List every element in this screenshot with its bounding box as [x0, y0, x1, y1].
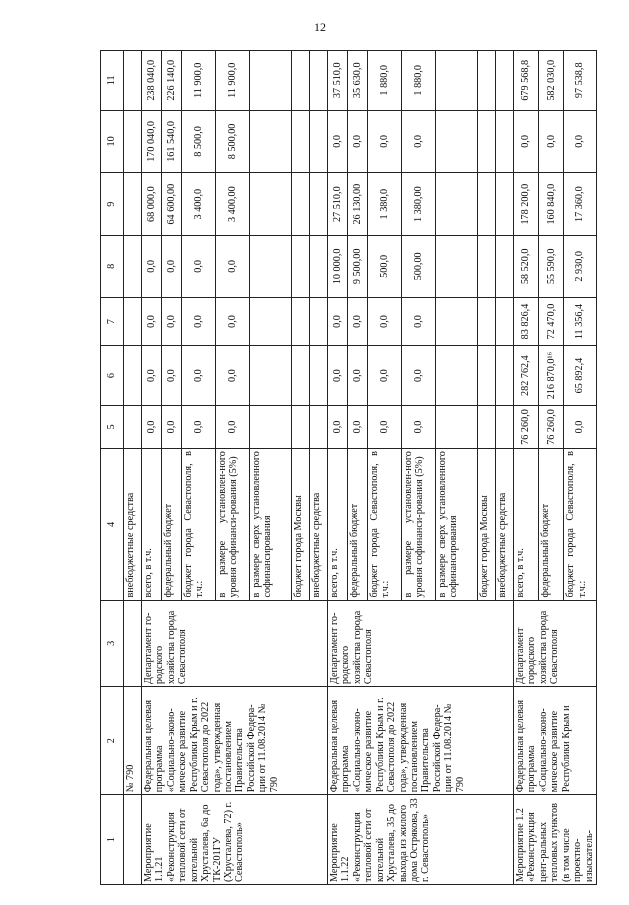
- amount-cell: [478, 346, 496, 405]
- amount-cell: 282 762,4: [514, 346, 539, 405]
- amount-cell: [292, 236, 310, 298]
- header-cell: 5: [101, 405, 124, 448]
- amount-cell: 0,0: [142, 297, 162, 346]
- amount-cell: 0,0: [564, 405, 597, 448]
- amount-cell: 1 880,0: [402, 51, 436, 111]
- amount-cell: [250, 110, 292, 173]
- funding-source-cell: внебюджетные средства: [310, 449, 328, 600]
- amount-cell: 500,0: [368, 236, 402, 298]
- amount-cell: 679 568,8: [514, 51, 539, 111]
- amount-cell: [250, 297, 292, 346]
- amount-cell: [292, 110, 310, 173]
- amount-cell: 161 540,0: [162, 110, 182, 173]
- amount-cell: [496, 236, 514, 298]
- table-cell: [124, 51, 142, 111]
- amount-cell: [496, 346, 514, 405]
- amount-cell: 0,0: [182, 405, 216, 448]
- header-cell: 11: [101, 51, 124, 111]
- funding-source-cell: внебюджетные средства: [496, 449, 514, 600]
- table-cell: [124, 405, 142, 448]
- funding-source-cell: бюджет города Москвы: [478, 449, 496, 600]
- amount-cell: 0,0: [142, 405, 162, 448]
- amount-cell: 10 000,0: [328, 236, 348, 298]
- amount-cell: [436, 236, 478, 298]
- amount-cell: [478, 173, 496, 236]
- funding-source-cell: федеральный бюджет: [162, 449, 182, 600]
- header-row: [101, 51, 124, 885]
- amount-cell: [496, 297, 514, 346]
- amount-cell: 0,0: [564, 110, 597, 173]
- amount-cell: [250, 51, 292, 111]
- amount-cell: 0,0: [348, 346, 368, 405]
- amount-cell: [496, 405, 514, 448]
- program-cell: Федеральная целевая программа «Социально-эконо-мическое развитие Республики Крым и г. Севастополя до 2022 года», утвержденная постановлением Правительства Российской Федера-ции от 11.08.2014 № 790: [142, 687, 328, 795]
- event-name-cell: Мероприятие 1.1.21 «Реконструкция тепловой сети от котельной Хрусталева, 6а до ТК-201ГУ (Хрусталева, 72) г. Севастополь»: [142, 795, 328, 885]
- amount-cell: [310, 405, 328, 448]
- funding-source-cell: в размере сверх установленного софинансирования: [436, 449, 478, 600]
- amount-cell: [478, 236, 496, 298]
- amount-cell: 68 000,0: [142, 173, 162, 236]
- amount-cell: 0,0: [182, 236, 216, 298]
- amount-cell: [310, 51, 328, 111]
- amount-cell: 0,0: [328, 405, 348, 448]
- header-cell: 4: [101, 449, 124, 600]
- amount-cell: [250, 405, 292, 448]
- table-cell: [124, 236, 142, 298]
- amount-cell: 1 380,00: [402, 173, 436, 236]
- table-cell: [124, 110, 142, 173]
- amount-cell: 1 880,0: [368, 51, 402, 111]
- table-cell: внебюджетные средства: [124, 449, 142, 600]
- amount-cell: 65 892,4: [564, 346, 597, 405]
- amount-cell: [496, 51, 514, 111]
- amount-cell: 0,0: [514, 110, 539, 173]
- amount-cell: 0,0: [368, 297, 402, 346]
- table-row: [328, 51, 348, 885]
- amount-cell: 97 538,8: [564, 51, 597, 111]
- amount-cell: 26 130,00: [348, 173, 368, 236]
- amount-cell: 0,0: [162, 297, 182, 346]
- table-cell: [124, 173, 142, 236]
- amount-cell: [310, 236, 328, 298]
- amount-cell: 3 400,00: [216, 173, 250, 236]
- amount-cell: 0,0: [328, 110, 348, 173]
- amount-cell: [292, 405, 310, 448]
- amount-cell: 0,0: [539, 110, 564, 173]
- amount-cell: [436, 346, 478, 405]
- table-viewport: [100, 50, 595, 885]
- amount-cell: 0,0: [216, 346, 250, 405]
- table-cell: [124, 600, 142, 687]
- amount-cell: [436, 297, 478, 346]
- amount-cell: [310, 297, 328, 346]
- amount-cell: [436, 110, 478, 173]
- program-cell: Федеральная целевая программа «Социально-эконо-мическое развитие Республики Крым и г. Севастополя до 2022 года», утвержденная постановлением Правительства Российской Федера-ции от 11.08.2014 № 790: [328, 687, 514, 795]
- amount-cell: [292, 297, 310, 346]
- amount-cell: 0,0: [402, 346, 436, 405]
- amount-cell: 170 040,0: [142, 110, 162, 173]
- amount-cell: [310, 173, 328, 236]
- funding-source-cell: в размере установлен-ного уровня софинанси-рования (5%): [216, 449, 250, 600]
- table-cell: № 790: [124, 687, 142, 795]
- amount-cell: 0,0: [368, 110, 402, 173]
- event-name-cell: Мероприятие 1.1.22 «Реконструкция тепловой сети от котельной Хрусталева, 35 до выхода из жилого дома Острякова, 33 г. Севастополь»: [328, 795, 514, 885]
- amount-cell: 35 630,0: [348, 51, 368, 111]
- amount-cell: 0,0: [162, 405, 182, 448]
- executor-cell: Департамент го-родского хозяйства города Севастополя: [142, 600, 328, 687]
- rotated-table-container: [100, 50, 595, 885]
- amount-cell: 11 356,4: [564, 297, 597, 346]
- executor-cell: Департамент городского хозяйства города Севастополя: [514, 600, 597, 687]
- amount-cell: 83 826,4: [514, 297, 539, 346]
- amount-cell: [496, 173, 514, 236]
- amount-cell: [310, 346, 328, 405]
- header-cell: 8: [101, 236, 124, 298]
- amount-cell: 0,0: [368, 405, 402, 448]
- header-cell: 2: [101, 687, 124, 795]
- funding-source-cell: федеральный бюджет: [539, 449, 564, 600]
- amount-cell: 0,0: [216, 236, 250, 298]
- amount-cell: 0,0: [348, 297, 368, 346]
- amount-cell: [292, 173, 310, 236]
- amount-cell: 238 040,0: [142, 51, 162, 111]
- table-cell: [124, 795, 142, 885]
- amount-cell: 0,0: [162, 346, 182, 405]
- amount-cell: 0,0: [402, 405, 436, 448]
- program-cell: Федеральная целевая программа «Социально-эконо-мическое развитие Республики Крым и: [514, 687, 597, 795]
- amount-cell: [250, 236, 292, 298]
- amount-cell: 160 840,0: [539, 173, 564, 236]
- executor-cell: Департамент го-родского хозяйства города Севастополя: [328, 600, 514, 687]
- amount-cell: [292, 346, 310, 405]
- amount-cell: [478, 405, 496, 448]
- amount-cell: 582 030,0: [539, 51, 564, 111]
- amount-cell: 0,0: [348, 405, 368, 448]
- amount-cell: 0,0: [328, 297, 348, 346]
- amount-cell: [250, 173, 292, 236]
- amount-cell: [250, 346, 292, 405]
- amount-cell: 8 500,0: [182, 110, 216, 173]
- amount-cell: [436, 51, 478, 111]
- amount-cell: 0,0: [142, 346, 162, 405]
- amount-cell: 216 870,0¹⁶: [539, 346, 564, 405]
- amount-cell: 37 510,0: [328, 51, 348, 111]
- continuation-row: [124, 51, 142, 885]
- funding-source-cell: в размере установлен-ного уровня софинанси-рования (5%): [402, 449, 436, 600]
- amount-cell: 1 380,0: [368, 173, 402, 236]
- funding-source-cell: бюджет города Севастополя, в т.ч.:: [564, 449, 597, 600]
- table-row: [142, 51, 162, 885]
- amount-cell: 0,0: [142, 236, 162, 298]
- amount-cell: 0,0: [182, 346, 216, 405]
- table-row: [514, 51, 539, 885]
- funding-source-cell: бюджет города Москвы: [292, 449, 310, 600]
- header-cell: 1: [101, 795, 124, 885]
- amount-cell: 58 520,0: [514, 236, 539, 298]
- header-cell: 9: [101, 173, 124, 236]
- amount-cell: 0,0: [368, 346, 402, 405]
- amount-cell: 3 400,0: [182, 173, 216, 236]
- amount-cell: 55 590,0: [539, 236, 564, 298]
- amount-cell: [310, 110, 328, 173]
- amount-cell: 8 500,00: [216, 110, 250, 173]
- amount-cell: 64 600,00: [162, 173, 182, 236]
- funding-source-cell: федеральный бюджет: [348, 449, 368, 600]
- funding-source-cell: бюджет города Севастополя, в т.ч.:: [182, 449, 216, 600]
- funding-source-cell: всего, в т.ч.: [328, 449, 348, 600]
- funding-source-cell: бюджет города Севастополя, в т.ч.:: [368, 449, 402, 600]
- amount-cell: 76 260,0: [514, 405, 539, 448]
- amount-cell: 72 470,0: [539, 297, 564, 346]
- amount-cell: 0,0: [348, 110, 368, 173]
- amount-cell: 17 360,0: [564, 173, 597, 236]
- amount-cell: [478, 297, 496, 346]
- amount-cell: [478, 110, 496, 173]
- header-cell: 3: [101, 600, 124, 687]
- amount-cell: 2 930,0: [564, 236, 597, 298]
- table-cell: [124, 297, 142, 346]
- amount-cell: 0,0: [162, 236, 182, 298]
- header-cell: 7: [101, 297, 124, 346]
- table-cell: [124, 346, 142, 405]
- budget-table: [100, 50, 597, 885]
- amount-cell: 0,0: [216, 297, 250, 346]
- amount-cell: 0,0: [402, 297, 436, 346]
- amount-cell: 500,00: [402, 236, 436, 298]
- amount-cell: 27 510,0: [328, 173, 348, 236]
- header-cell: 6: [101, 346, 124, 405]
- amount-cell: [478, 51, 496, 111]
- amount-cell: 9 500,00: [348, 236, 368, 298]
- amount-cell: [436, 173, 478, 236]
- amount-cell: 226 140,0: [162, 51, 182, 111]
- page-number: 12: [314, 20, 326, 34]
- amount-cell: 0,0: [216, 405, 250, 448]
- funding-source-cell: всего, в т.ч.: [514, 449, 539, 600]
- amount-cell: [292, 51, 310, 111]
- amount-cell: 11 900,0: [182, 51, 216, 111]
- funding-source-cell: в размере сверх установленного софинансирования: [250, 449, 292, 600]
- amount-cell: 0,0: [402, 110, 436, 173]
- amount-cell: 0,0: [182, 297, 216, 346]
- table-body: [142, 51, 597, 885]
- amount-cell: 0,0: [328, 346, 348, 405]
- amount-cell: 11 900,0: [216, 51, 250, 111]
- amount-cell: 76 260,0: [539, 405, 564, 448]
- funding-source-cell: всего, в т.ч.: [142, 449, 162, 600]
- amount-cell: [436, 405, 478, 448]
- amount-cell: 178 200,0: [514, 173, 539, 236]
- event-name-cell: Мероприятие 1.2 «Реконструкция цент-ральных тепловых пунктов (в том числе проектно-изыскатель-: [514, 795, 597, 885]
- amount-cell: [496, 110, 514, 173]
- header-cell: 10: [101, 110, 124, 173]
